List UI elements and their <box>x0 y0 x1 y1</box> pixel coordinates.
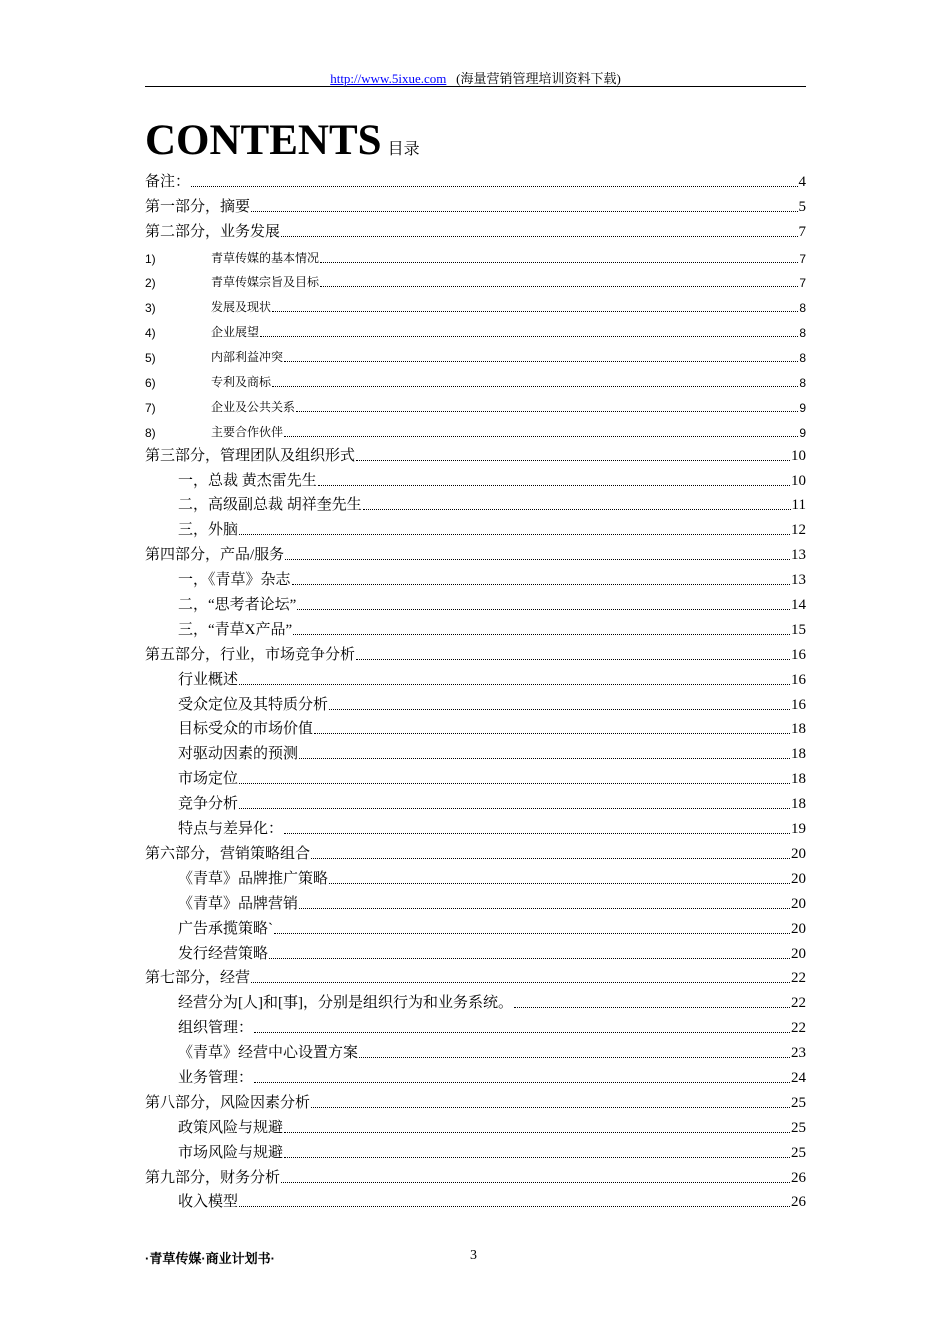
toc-entry[interactable] <box>145 216 806 241</box>
toc-entry[interactable] <box>145 365 806 390</box>
toc-entry[interactable] <box>145 1062 806 1087</box>
toc-entry-page: 9 <box>799 425 806 440</box>
toc-entry[interactable] <box>145 1087 806 1112</box>
toc-entry-page: 22 <box>791 995 806 1012</box>
toc-entry-page: 23 <box>791 1045 806 1062</box>
toc-entry[interactable] <box>145 564 806 589</box>
toc-entry-title: 第二部分，业务发展 <box>145 223 281 240</box>
dot-leader <box>284 1132 790 1133</box>
toc-entry-title: 发展及现状 <box>211 300 272 315</box>
toc-entry-page: 11 <box>791 497 806 514</box>
dot-leader <box>329 709 790 710</box>
toc-entry-title: 竞争分析 <box>178 796 239 813</box>
dot-leader <box>239 534 790 535</box>
header-divider <box>145 86 806 87</box>
toc-entry-page: 25 <box>791 1094 806 1111</box>
toc-entry-page: 22 <box>791 1020 806 1037</box>
toc-entry[interactable] <box>145 788 806 813</box>
dot-leader <box>272 311 798 312</box>
dot-leader <box>297 609 790 610</box>
toc-entry[interactable] <box>145 415 806 440</box>
toc-entry-title: 企业展望 <box>211 325 260 340</box>
toc-entry-title: 《青草》经营中心设置方案 <box>178 1045 359 1062</box>
dot-leader <box>285 559 790 560</box>
toc-entry[interactable] <box>145 1112 806 1137</box>
toc-entry[interactable] <box>145 266 806 291</box>
dot-leader <box>272 386 798 387</box>
toc-entry[interactable] <box>145 440 806 465</box>
toc-entry-page: 16 <box>791 646 806 663</box>
toc-entry-title: 收入模型 <box>178 1194 239 1211</box>
toc-entry-title: 业务管理： <box>178 1069 254 1086</box>
toc-entry-page: 15 <box>791 621 806 638</box>
toc-entry[interactable] <box>145 1187 806 1212</box>
toc-entry[interactable] <box>145 763 806 788</box>
toc-entry-title: 市场定位 <box>178 771 239 788</box>
toc-entry[interactable] <box>145 1162 806 1187</box>
toc-entry-page: 5 <box>798 198 806 215</box>
dot-leader <box>299 908 790 909</box>
toc-entry-page: 7 <box>799 251 806 266</box>
toc-entry-page: 8 <box>799 351 806 366</box>
toc-entry[interactable] <box>145 963 806 988</box>
toc-entry-number: 3) <box>145 301 156 316</box>
toc-entry-number: 5) <box>145 351 156 366</box>
dot-leader <box>284 436 798 437</box>
toc-entry-number: 2) <box>145 276 156 291</box>
dot-leader <box>329 883 790 884</box>
dot-leader <box>251 211 797 212</box>
toc-entry-page: 16 <box>791 671 806 688</box>
dot-leader <box>514 1007 790 1008</box>
toc-entry-number: 1) <box>145 251 156 266</box>
toc-entry-page: 19 <box>791 821 806 838</box>
toc-entry-page: 25 <box>791 1119 806 1136</box>
dot-leader <box>292 584 790 585</box>
dot-leader <box>281 1182 790 1183</box>
toc-entry-title: 发行经营策略 <box>178 945 269 962</box>
toc-entry[interactable] <box>145 614 806 639</box>
toc-entry-page: 18 <box>791 771 806 788</box>
toc-entry-number: 7) <box>145 400 156 415</box>
dot-leader <box>363 509 791 510</box>
dot-leader <box>254 1032 790 1033</box>
toc-entry[interactable] <box>145 1037 806 1062</box>
toc-entry[interactable] <box>145 514 806 539</box>
toc-entry-title: 主要合作伙伴 <box>211 424 284 439</box>
toc-entry[interactable] <box>145 465 806 490</box>
toc-entry-number: 6) <box>145 376 156 391</box>
toc-entry-page: 26 <box>791 1194 806 1211</box>
toc-entry-title: 《青草》品牌营销 <box>178 895 299 912</box>
toc-entry-title: 组织管理： <box>178 1020 254 1037</box>
toc-entry-title: 二，高级副总裁 胡祥奎先生 <box>178 497 362 514</box>
toc-entry-title: 第六部分，营销策略组合 <box>145 845 311 862</box>
dot-leader <box>284 833 790 834</box>
toc-entry-page: 4 <box>798 173 806 190</box>
dot-leader <box>293 634 790 635</box>
toc-entry-title: 第五部分，行业，市场竞争分析 <box>145 646 356 663</box>
dot-leader <box>239 684 790 685</box>
dot-leader <box>318 485 790 486</box>
toc-entry-page: 22 <box>791 970 806 987</box>
toc-entry-page: 18 <box>791 746 806 763</box>
dot-leader <box>356 460 790 461</box>
toc-entry-page: 20 <box>791 945 806 962</box>
contents-title <box>145 116 420 165</box>
dot-leader <box>311 1107 790 1108</box>
toc-entry-page: 20 <box>791 845 806 862</box>
page-header <box>145 68 806 87</box>
dot-leader <box>260 336 798 337</box>
toc-entry-title: 第七部分，经营 <box>145 970 251 987</box>
toc-entry-page: 24 <box>791 1069 806 1086</box>
toc-entry[interactable] <box>145 689 806 714</box>
toc-entry[interactable] <box>145 913 806 938</box>
toc-entry[interactable] <box>145 1012 806 1037</box>
toc-entry-page: 25 <box>791 1144 806 1161</box>
toc-entry-title: 目标受众的市场价值 <box>178 721 314 738</box>
toc-entry-page: 8 <box>799 326 806 341</box>
dot-leader <box>311 858 790 859</box>
toc-entry[interactable] <box>145 1137 806 1162</box>
toc-entry-title: 一，总裁 黄杰雷先生 <box>178 472 317 489</box>
toc-entry[interactable] <box>145 191 806 216</box>
toc-entry-page: 13 <box>791 547 806 564</box>
toc-entry-page: 8 <box>799 376 806 391</box>
toc-entry-page: 13 <box>791 572 806 589</box>
toc-entry-title: 企业及公共关系 <box>211 399 296 414</box>
toc-entry-title: 广告承揽策略` <box>178 920 273 937</box>
toc-entry-title: 行业概述 <box>178 671 239 688</box>
toc-entry[interactable] <box>145 813 806 838</box>
toc-entry-page: 8 <box>799 301 806 316</box>
toc-entry-title: 经营分为[人]和[事]，分别是组织行为和业务系统。 <box>178 995 513 1012</box>
toc-entry-title: 青草传媒的基本情况 <box>211 250 320 265</box>
toc-entry-title: 三，“青草X产品” <box>178 621 293 638</box>
toc-entry-page: 9 <box>799 400 806 415</box>
toc-entry-page: 20 <box>791 895 806 912</box>
toc-entry-number: 8) <box>145 425 156 440</box>
dot-leader <box>274 933 790 934</box>
footer-doc-title: ·青草传媒·商业计划书· <box>145 1251 275 1266</box>
toc-entry[interactable] <box>145 490 806 515</box>
dot-leader <box>239 783 790 784</box>
toc-entry-title: 青草传媒宗旨及目标 <box>211 275 320 290</box>
toc-entry-title: 市场风险与规避 <box>178 1144 284 1161</box>
toc-entry[interactable] <box>145 838 806 863</box>
dot-leader <box>269 958 790 959</box>
dot-leader <box>251 982 790 983</box>
toc-entry[interactable] <box>145 738 806 763</box>
dot-leader <box>320 262 798 263</box>
toc-entry[interactable] <box>145 166 806 191</box>
toc-entry[interactable] <box>145 888 806 913</box>
toc-entry[interactable] <box>145 589 806 614</box>
dot-leader <box>299 758 790 759</box>
toc-entry-title: 第三部分，管理团队及组织形式 <box>145 447 356 464</box>
toc-entry[interactable] <box>145 241 806 266</box>
toc-entry-title: 《青草》品牌推广策略 <box>178 870 329 887</box>
page-number: 3 <box>470 1248 477 1263</box>
dot-leader <box>296 411 798 412</box>
toc-entry[interactable] <box>145 639 806 664</box>
dot-leader <box>314 733 790 734</box>
table-of-contents <box>145 166 806 1211</box>
toc-entry-title: 特点与差异化： <box>178 821 284 838</box>
toc-entry-page: 16 <box>791 696 806 713</box>
toc-entry-title: 备注： <box>145 173 191 190</box>
dot-leader <box>356 659 790 660</box>
toc-entry-page: 7 <box>799 276 806 291</box>
toc-entry[interactable] <box>145 987 806 1012</box>
dot-leader <box>191 186 797 187</box>
toc-entry-title: 对驱动因素的预测 <box>178 746 299 763</box>
toc-entry-page: 18 <box>791 796 806 813</box>
toc-entry-title: 第一部分，摘要 <box>145 198 251 215</box>
toc-entry[interactable] <box>145 938 806 963</box>
toc-entry-page: 7 <box>798 223 806 240</box>
dot-leader <box>281 236 797 237</box>
website-link[interactable]: http://www.5ixue.com <box>330 71 447 86</box>
toc-entry-page: 20 <box>791 870 806 887</box>
toc-entry[interactable] <box>145 714 806 739</box>
title-main: CONTENTS <box>145 117 382 164</box>
toc-entry-title: 内部利益冲突 <box>211 350 284 365</box>
toc-entry[interactable] <box>145 290 806 315</box>
toc-entry[interactable] <box>145 390 806 415</box>
dot-leader <box>284 361 798 362</box>
dot-leader <box>254 1082 790 1083</box>
toc-entry-title: 三，外脑 <box>178 522 239 539</box>
toc-entry-title: 第九部分，财务分析 <box>145 1169 281 1186</box>
toc-entry-page: 14 <box>791 597 806 614</box>
toc-entry[interactable] <box>145 315 806 340</box>
toc-entry-page: 12 <box>791 522 806 539</box>
toc-entry-page: 18 <box>791 721 806 738</box>
dot-leader <box>239 1206 790 1207</box>
header-note: (海量营销管理培训资料下载) <box>456 71 621 86</box>
toc-entry-title: 受众定位及其特质分析 <box>178 696 329 713</box>
toc-entry-title: 第八部分，风险因素分析 <box>145 1094 311 1111</box>
toc-entry[interactable] <box>145 539 806 564</box>
toc-entry-title: 专利及商标 <box>211 375 272 390</box>
dot-leader <box>359 1057 790 1058</box>
toc-entry-page: 26 <box>791 1169 806 1186</box>
toc-entry-title: 政策风险与规避 <box>178 1119 284 1136</box>
dot-leader <box>284 1157 790 1158</box>
toc-entry-page: 20 <box>791 920 806 937</box>
dot-leader <box>239 808 790 809</box>
dot-leader <box>320 286 798 287</box>
toc-entry-page: 10 <box>791 447 806 464</box>
toc-entry-title: 二，“思考者论坛” <box>178 597 297 614</box>
toc-entry[interactable] <box>145 340 806 365</box>
toc-entry-page: 10 <box>791 472 806 489</box>
toc-entry-title: 一，《青草》杂志 <box>178 572 291 589</box>
title-sub: 目录 <box>387 139 420 158</box>
toc-entry-number: 4) <box>145 326 156 341</box>
toc-entry[interactable] <box>145 664 806 689</box>
toc-entry-title: 第四部分，产品/服务 <box>145 547 285 564</box>
toc-entry[interactable] <box>145 863 806 888</box>
